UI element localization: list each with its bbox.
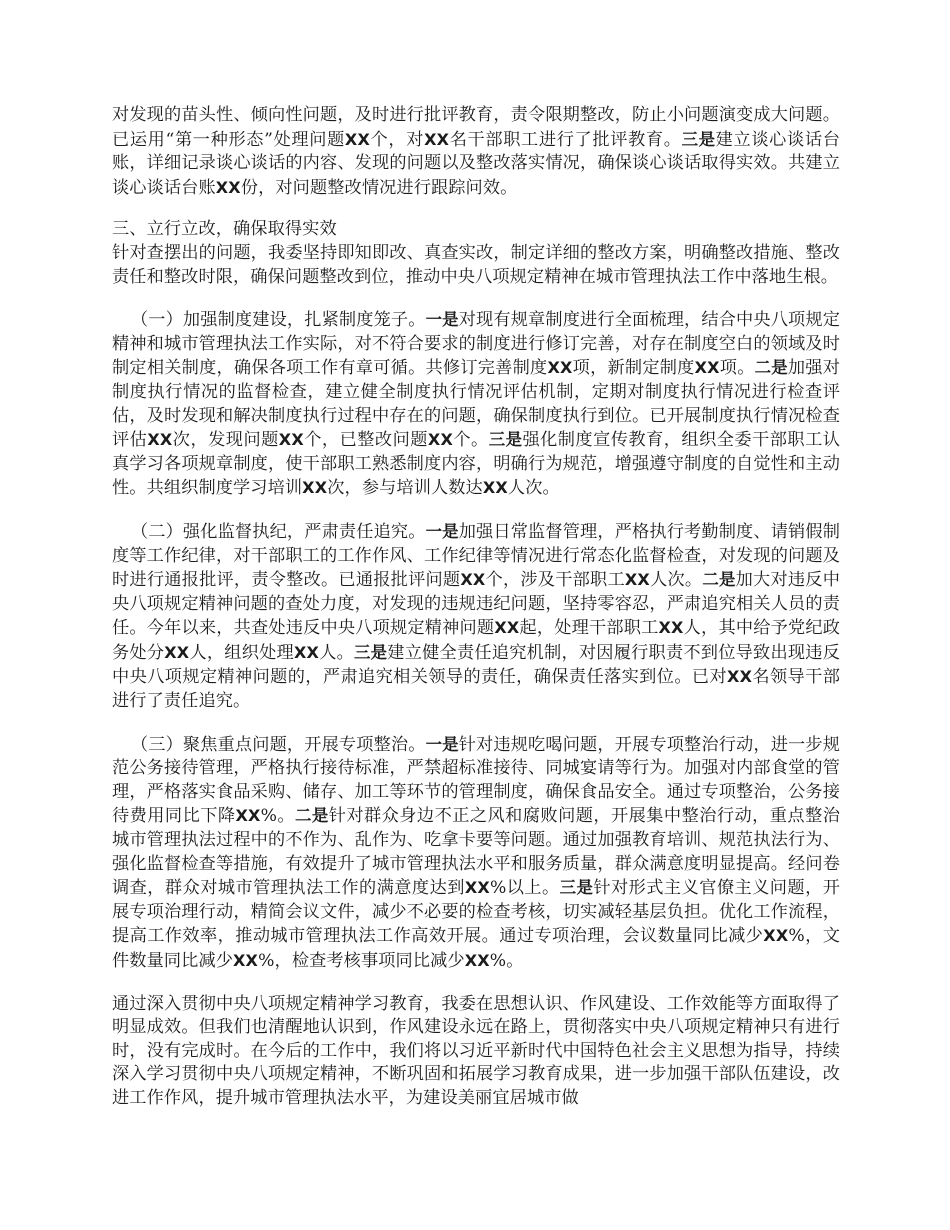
text-run: 人，组织处理 [189, 642, 294, 663]
paragraph [112, 104, 840, 200]
text-run: 建立健全责任追究机制，对因履行职责不到位导致出现违反中央八项规定精神问题的，严肃追究相关领导的责任，确保责任落实到位。已对 [112, 642, 841, 688]
placeholder-value: XX [494, 618, 520, 638]
placeholder-value: XX [547, 358, 573, 378]
emphasis-marker: 三是 [681, 129, 716, 149]
text-run: 加大对违反中央八项规定精神问题的查处力度，对发现的违规违纪问题，坚持零容忍，严肃追究相关人员的责任。今年以来，共查处违反中央八项规定精神问题 [112, 570, 840, 639]
emphasis-marker: 二是 [295, 806, 329, 826]
placeholder-value: XX [293, 642, 320, 662]
placeholder-value: XX [482, 478, 508, 498]
text-run: 建立谈心谈话台账，详细记录谈心谈话的内容、发现的问题以及整改落实情况，确保谈心谈话取得实效。共建立谈心谈话台账 [112, 129, 840, 198]
text-run: %。 [489, 951, 524, 971]
text-run: 个，对 [370, 129, 425, 150]
placeholder-value: XX [460, 570, 486, 590]
emphasis-marker: 二是 [702, 570, 736, 590]
placeholder-value: XX [164, 642, 190, 662]
text-run: 名领导干部进行了责任追究。 [112, 667, 840, 712]
paragraph [112, 242, 840, 289]
text-run: 个，涉及干部职工 [485, 570, 625, 591]
emphasis-marker: 三是 [559, 878, 594, 898]
placeholder-value: XX [464, 878, 490, 898]
text-run: 个，已整改问题 [303, 430, 428, 451]
text-run: 对现有规章制度进行全面梳理，结合中央八项规定精神和城市管理执法工作实际，对不符合要求的制度进行修订完善，对存在制度空白的领域及时制定相关制度，确保各项工作有章可循。共修订完善制度 [112, 310, 841, 379]
text-run: （一）加强制度建设，扎紧制度笼子。 [130, 310, 426, 331]
text-run: 针对违规吃喝问题，开展专项整治行动，进一步规范公务接待管理，严格执行接待标准，严禁超标准接待、同城宴请等行为。加强对内部食堂的管理，严格落实食品采购、储存、加工等环节的管理制度，确保食品安全。通过专项整治，公务接待费用同比下降 [112, 734, 841, 827]
text-run: 针对查摆出的问题，我委坚持即知即改、真查实改，制定详细的整改方案，明确整改措施、整改责任和整改时限，确保问题整改到位，推动中央八项规定精神在城市管理执法工作中落地生根。 [112, 242, 840, 287]
text-run: 份，对问题整改情况进行跟踪问效。 [240, 177, 518, 198]
text-run: 人次。 [507, 478, 560, 499]
text-run: 项。 [719, 358, 755, 379]
emphasis-marker: 一是 [425, 310, 459, 330]
text-run: （三）聚焦重点问题，开展专项整治。 [130, 734, 426, 755]
text-run: “第一种形态”处理问题 [165, 129, 345, 150]
text-run: 起，处理干部职工 [519, 618, 659, 639]
paragraph [112, 733, 840, 974]
placeholder-value: XX [464, 951, 490, 970]
text-run: %。 [260, 806, 296, 827]
text-run: 人。 [319, 642, 355, 663]
text-run: 人次。 [649, 570, 703, 591]
text-run: %以上。 [489, 878, 560, 899]
text-run: 名干部职工进行了批评教育。 [449, 129, 682, 150]
text-run: 针对群众身边不正之风和腐败问题，开展集中整治行动，重点整治城市管理执法过程中的不作为、乱作为、吃拿卡要等问题。通过加强教育培训、规范执法行为、强化监督检查等措施，有效提升了城市管理执法水平和服务质量，群众满意度明显提高。经问卷调查，群众对城市管理执法工作的满意度达到 [112, 806, 840, 899]
placeholder-value: XX [278, 430, 304, 450]
placeholder-value: XX [658, 618, 684, 638]
text-run: 强化制度宣传教育，组织全委干部职工认真学习各项规章制度，使干部职工熟悉制度内容，明确行为规范，增强遵守制度的自觉性和主动性。共组织制度学习培训 [112, 430, 841, 499]
placeholder-value: XX [235, 806, 261, 826]
placeholder-value: XX [763, 926, 789, 946]
placeholder-value: XX [215, 177, 241, 197]
text-run: %，文件数量同比减少 [112, 926, 840, 971]
text-run: %，检查考核事项同比减少 [258, 951, 465, 971]
paragraph [112, 993, 840, 1111]
placeholder-value: XX [147, 430, 173, 450]
placeholder-value: XX [427, 430, 453, 450]
text-run: 加强日常监督管理，严格执行考勤制度、请销假制度等工作纪律，对干部职工的工作作风、工作纪律等情况进行常态化监督检查，对发现的问题及时进行通报批评，责令整改。已通报批评问题 [112, 521, 841, 591]
text-run: 次，参与培训人数达 [327, 478, 483, 499]
text-run: 人，其中给予党纪政务处分 [112, 618, 840, 663]
text-run: 通过深入贯彻中央八项规定精神学习教育，我委在思想认识、作风建设、工作效能等方面取得了明显成效。但我们也清醒地认识到，作风建设永远在路上，贯彻落实中央八项规定精神只有进行时，没有完成时。在今后的工作中，我们将以习近平新时代中国特色社会主义思想为指导，持续深入学习贯彻中央八项规定精神，不断巩固和拓展学习教育成果，进一步加强干部队伍建设，改进工作作风，提升城市管理执法水平，为建设美丽宜居城市做 [112, 993, 840, 1108]
text-run: 针对形式主义官僚主义问题，开展专项治理行动，精简会议文件，减少不必要的检查考核，切实减轻基层负担。优化工作流程，提高工作效率，推动城市管理执法工作高效开展。通过专项治理，会议数量同比减少 [112, 878, 841, 947]
text-run: （二）强化监督执纪，严肃责任追究。 [130, 521, 426, 542]
placeholder-value: XX [694, 358, 720, 378]
text-run: 对发现的苗头性、倾向性问题，及时进行批评教育，责令限期整改，防止小问题演变成大问题。已运用 [112, 105, 840, 150]
text-run: 加强对制度执行情况的监督检查，建立健全制度执行情况评估机制，定期对制度执行情况进行检查评估，及时发现和解决制度执行过程中存在的问题，确保制度执行到位。已开展制度执行情况检查评估 [112, 358, 840, 451]
text-run: 项，新制定制度 [572, 358, 695, 379]
paragraph [112, 308, 840, 501]
emphasis-marker: 一是 [425, 521, 459, 541]
section-heading: 三、立行立改，确保取得实效 [112, 219, 337, 240]
placeholder-value: XX [344, 129, 370, 149]
placeholder-value: XX [424, 129, 450, 149]
placeholder-value: XX [233, 951, 259, 970]
paragraph [112, 520, 840, 714]
placeholder-value: XX [624, 570, 650, 590]
emphasis-marker: 二是 [754, 358, 788, 378]
text-run: 次，发现问题 [172, 430, 279, 451]
text-run: 个。 [452, 430, 489, 451]
placeholder-value: XX [727, 667, 753, 687]
placeholder-value: XX [302, 478, 328, 498]
emphasis-marker: 三是 [354, 642, 388, 662]
emphasis-marker: 三是 [488, 430, 523, 450]
document-text-body [112, 104, 840, 1129]
emphasis-marker: 一是 [425, 734, 459, 754]
